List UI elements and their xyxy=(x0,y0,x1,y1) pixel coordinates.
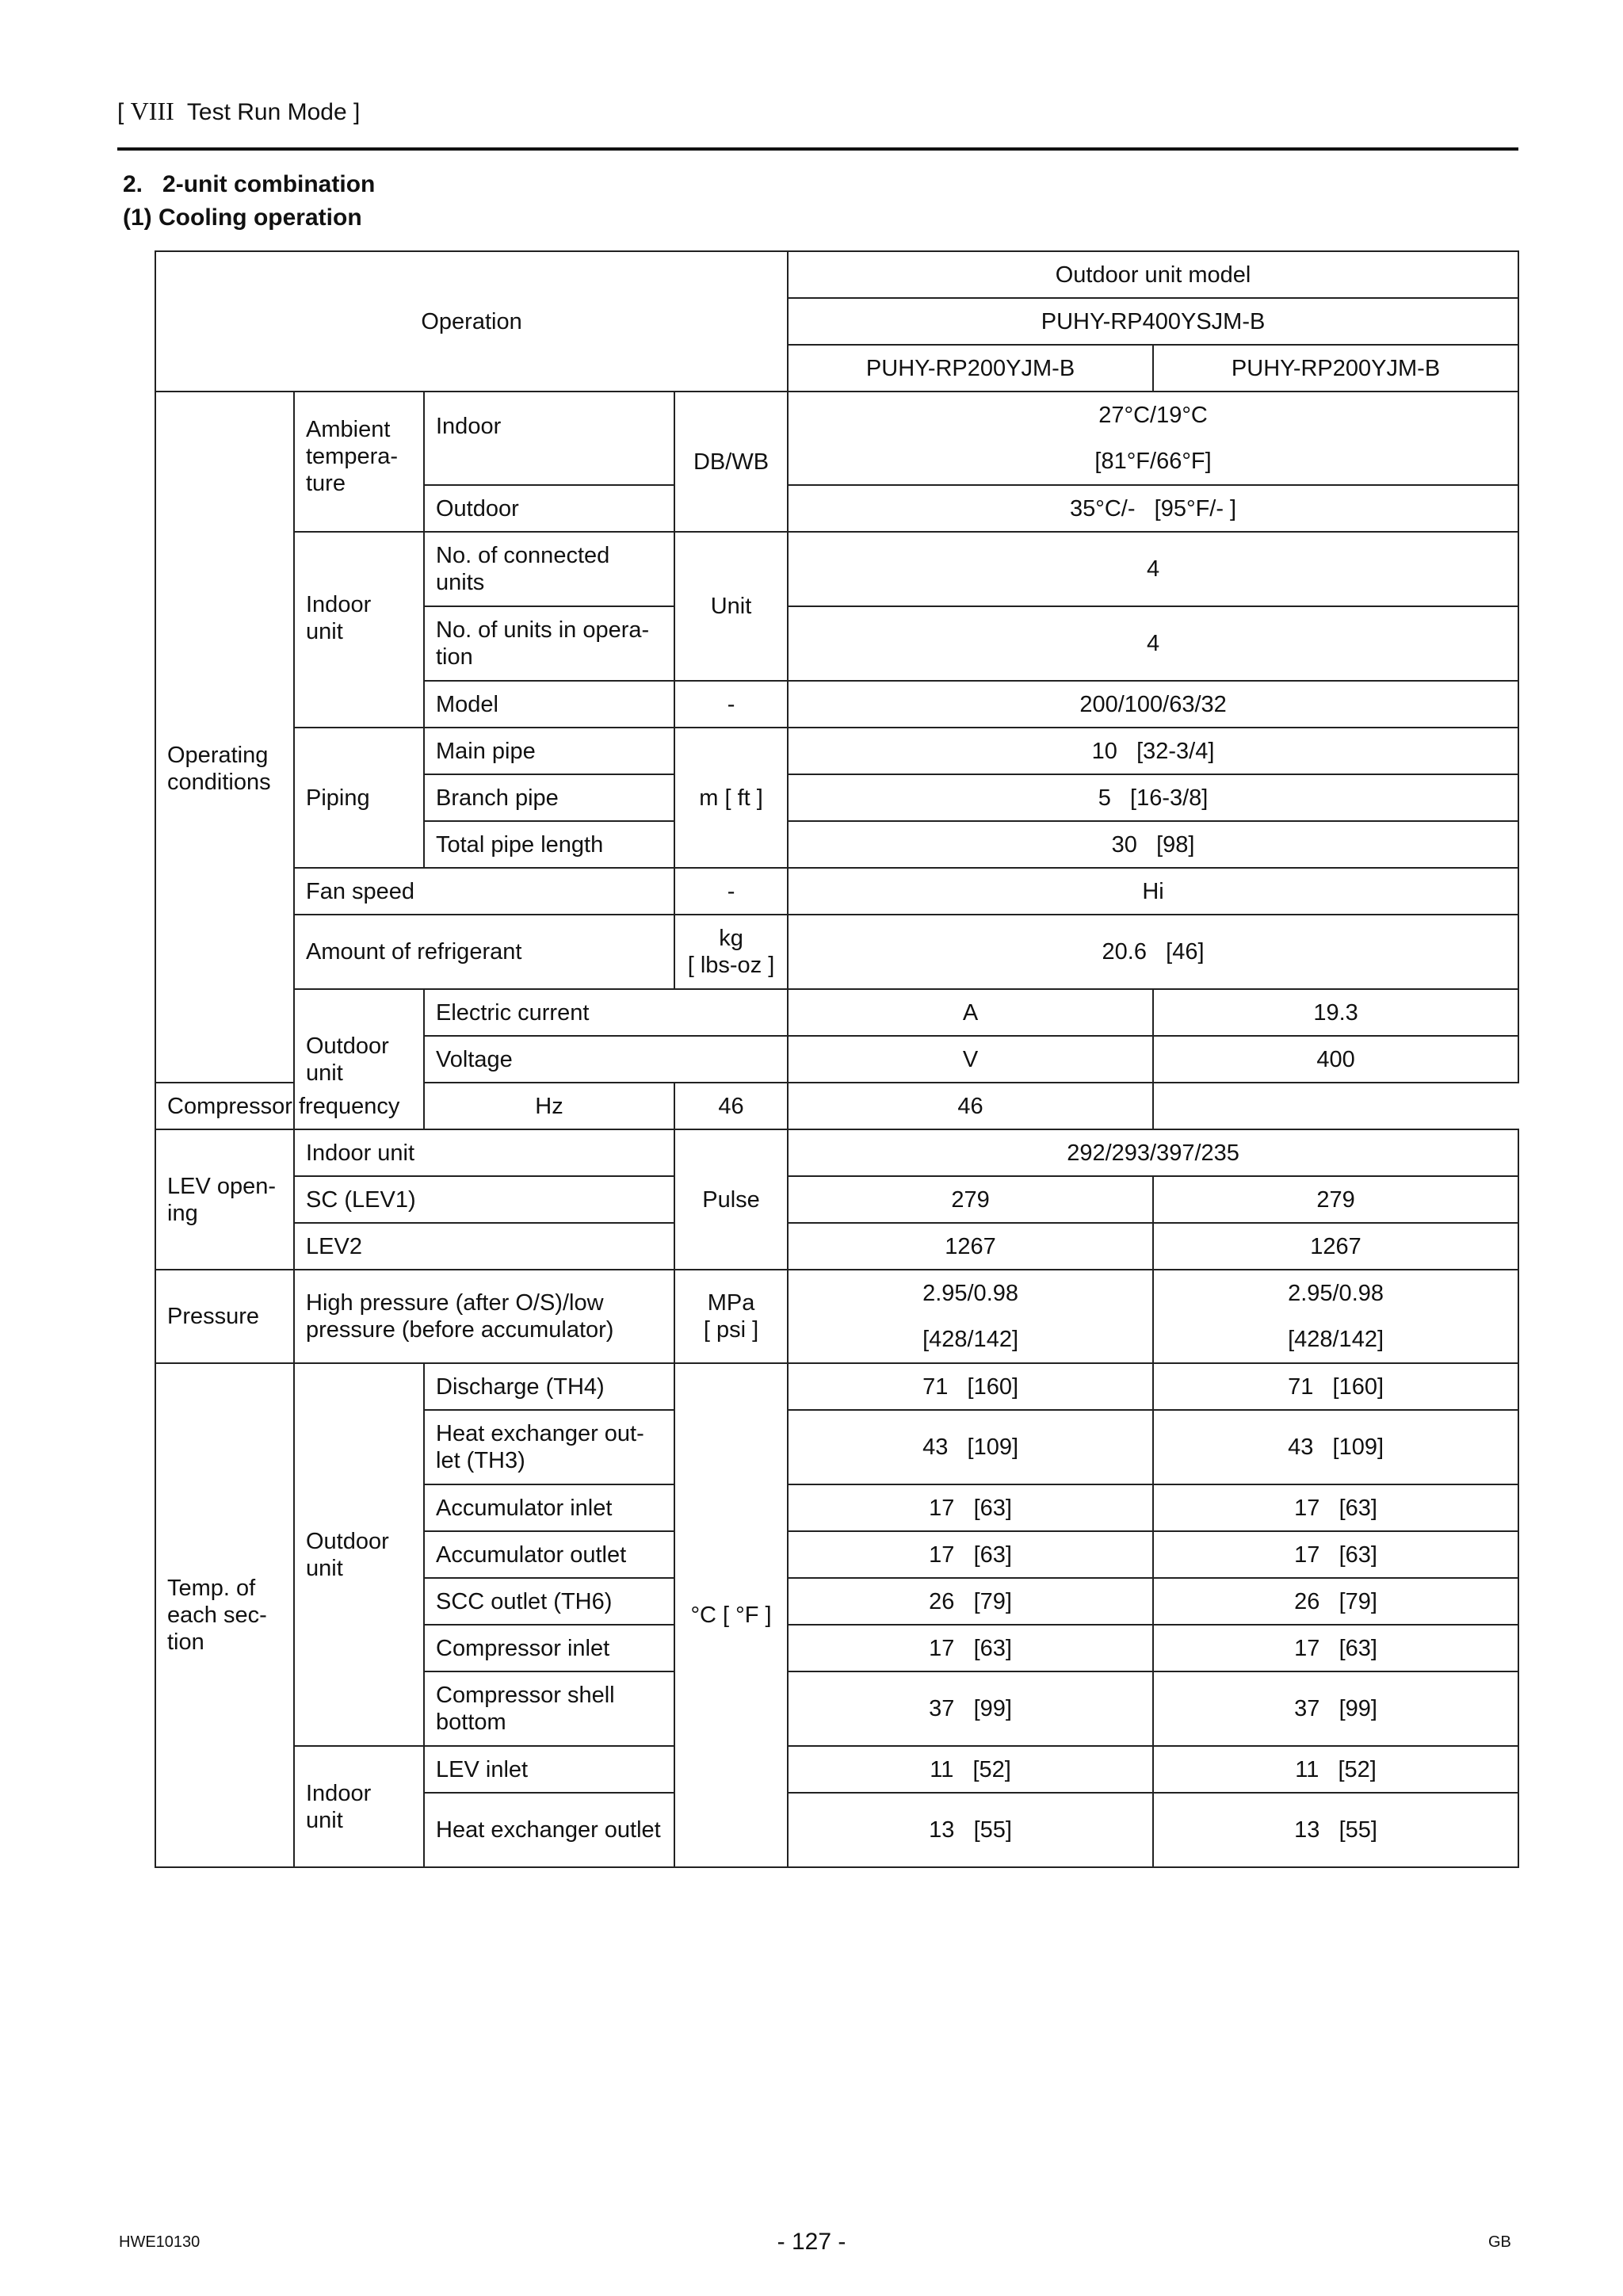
footer-page-number: - 127 - xyxy=(777,2229,846,2255)
sub-model-1: PUHY-RP200YJM-B xyxy=(788,345,1153,392)
row-in-operation-value: 4 xyxy=(788,606,1518,681)
group-indoor-unit: Indoor unit xyxy=(294,532,424,728)
row-discharge-value-2: 71 [160] xyxy=(1153,1363,1518,1410)
indoor-value-c: 27°C/19°C xyxy=(1098,403,1208,428)
pressure-value-1-mpa: 2.95/0.98 xyxy=(922,1281,1019,1306)
row-acc-inlet-value-2: 17 [63] xyxy=(1153,1484,1518,1531)
pressure-value-2-mpa: 2.95/0.98 xyxy=(1288,1281,1384,1306)
row-acc-outlet-label: Accumulator outlet xyxy=(424,1531,674,1578)
row-outdoor-label: Outdoor xyxy=(424,485,674,532)
row-model-value: 200/100/63/32 xyxy=(788,681,1518,728)
row-pressure-value-2 xyxy=(1153,1270,1518,1363)
unit-m-ft: m [ ft ] xyxy=(674,728,788,868)
row-indoor-label: Indoor xyxy=(424,392,674,485)
row-comp-shell-value-2: 37 [99] xyxy=(1153,1671,1518,1746)
row-comp-freq-value-2: 46 xyxy=(788,1083,1153,1129)
row-discharge-label: Discharge (TH4) xyxy=(424,1363,674,1410)
row-comp-inlet-label: Compressor inlet xyxy=(424,1625,674,1671)
group-temp-outdoor-unit: Outdoor unit xyxy=(294,1363,424,1746)
row-sc-lev1-value-2: 279 xyxy=(1153,1176,1518,1223)
operation-header: Operation xyxy=(155,251,788,392)
row-scc-outlet-label: SCC outlet (TH6) xyxy=(424,1578,674,1625)
chapter-roman: VIII xyxy=(130,97,174,125)
row-main-pipe-value: 10 [32-3/4] xyxy=(788,728,1518,774)
unit-refrigerant xyxy=(674,915,788,989)
row-current-value: 19.3 xyxy=(1153,989,1518,1036)
unit-fan-speed: - xyxy=(674,868,788,915)
page-header: [ VIII Test Run Mode ] xyxy=(117,97,361,125)
row-sc-lev1-label: SC (LEV1) xyxy=(294,1176,674,1223)
row-lev2-value-2: 1267 xyxy=(1153,1223,1518,1270)
row-hex-outlet-indoor-value-2: 13 [55] xyxy=(1153,1793,1518,1867)
row-lev-indoor-label: Indoor unit xyxy=(294,1129,674,1176)
row-acc-inlet-value-1: 17 [63] xyxy=(788,1484,1153,1531)
group-pressure: Pressure xyxy=(155,1270,294,1363)
row-sc-lev1-value-1: 279 xyxy=(788,1176,1153,1223)
row-acc-inlet-label: Accumulator inlet xyxy=(424,1484,674,1531)
unit-mpa-text: MPa xyxy=(707,1290,755,1316)
group-ambient: Ambient tempera- ture xyxy=(294,392,424,532)
chapter-title: Test Run Mode xyxy=(186,99,347,125)
footer-doc-id: HWE10130 xyxy=(119,2233,200,2251)
subsection-heading: (1) Cooling operation xyxy=(123,204,362,231)
unit-db-wb: DB/WB xyxy=(674,392,788,532)
row-connected-value: 4 xyxy=(788,532,1518,606)
row-pressure-label: High pressure (after O/S)/low pressure (before accumulator) xyxy=(294,1270,674,1363)
row-scc-outlet-value-2: 26 [79] xyxy=(1153,1578,1518,1625)
row-hex-outlet-indoor-label: Heat exchanger outlet xyxy=(424,1793,674,1867)
unit-pulse: Pulse xyxy=(674,1129,788,1270)
row-lev-inlet-value-2: 11 [52] xyxy=(1153,1746,1518,1793)
row-voltage-value: 400 xyxy=(1153,1036,1518,1083)
row-hex-outlet-value-2: 43 [109] xyxy=(1153,1410,1518,1484)
row-total-pipe-value: 30 [98] xyxy=(788,821,1518,868)
row-voltage-label: Voltage xyxy=(424,1036,788,1083)
row-comp-inlet-value-2: 17 [63] xyxy=(1153,1625,1518,1671)
outdoor-model-label: Outdoor unit model xyxy=(788,251,1518,298)
test-run-table xyxy=(155,250,1519,1868)
row-hex-outlet-indoor-value-1: 13 [55] xyxy=(788,1793,1153,1867)
row-lev2-label: LEV2 xyxy=(294,1223,674,1270)
row-lev2-value-1: 1267 xyxy=(788,1223,1153,1270)
row-branch-pipe-label: Branch pipe xyxy=(424,774,674,821)
row-main-pipe-label: Main pipe xyxy=(424,728,674,774)
footer-region: GB xyxy=(1488,2233,1511,2251)
row-fan-speed-value: Hi xyxy=(788,868,1518,915)
unit-model: - xyxy=(674,681,788,728)
unit-mpa xyxy=(674,1270,788,1363)
unit-lbs-oz: [ lbs-oz ] xyxy=(687,953,775,978)
group-lev-opening: LEV open- ing xyxy=(155,1129,294,1270)
row-hex-outlet-value-1: 43 [109] xyxy=(788,1410,1153,1484)
row-comp-shell-label: Compressor shell bottom xyxy=(424,1671,674,1746)
row-lev-inlet-label: LEV inlet xyxy=(424,1746,674,1793)
row-current-label: Electric current xyxy=(424,989,788,1036)
sub-model-2: PUHY-RP200YJM-B xyxy=(1153,345,1518,392)
row-lev-inlet-value-1: 11 [52] xyxy=(788,1746,1153,1793)
row-lev-indoor-value: 292/293/397/235 xyxy=(788,1129,1518,1176)
row-outdoor-value: 35°C/- [95°F/- ] xyxy=(788,485,1518,532)
row-comp-freq-value-1: 46 xyxy=(674,1083,788,1129)
row-refrigerant-value: 20.6 [46] xyxy=(788,915,1518,989)
row-pressure-value-1 xyxy=(788,1270,1153,1363)
row-indoor-value xyxy=(788,392,1518,485)
row-refrigerant-label: Amount of refrigerant xyxy=(294,915,674,989)
row-in-operation-label: No. of units in opera- tion xyxy=(424,606,674,681)
row-fan-speed-label: Fan speed xyxy=(294,868,674,915)
row-hex-outlet-label: Heat exchanger out- let (TH3) xyxy=(424,1410,674,1484)
row-acc-outlet-value-1: 17 [63] xyxy=(788,1531,1153,1578)
indoor-value-f: [81°F/66°F] xyxy=(1094,449,1212,474)
unit-psi-text: [ psi ] xyxy=(703,1317,759,1343)
unit-temp: °C [ °F ] xyxy=(674,1363,788,1867)
row-discharge-value-1: 71 [160] xyxy=(788,1363,1153,1410)
row-connected-label: No. of connected units xyxy=(424,532,674,606)
group-outdoor-unit: Outdoor unit xyxy=(294,989,424,1129)
header-rule xyxy=(117,147,1518,151)
unit-unit: Unit xyxy=(674,532,788,681)
group-temp-indoor-unit: Indoor unit xyxy=(294,1746,424,1867)
row-comp-inlet-value-1: 17 [63] xyxy=(788,1625,1153,1671)
row-scc-outlet-value-1: 26 [79] xyxy=(788,1578,1153,1625)
unit-hz: Hz xyxy=(424,1083,674,1129)
pressure-value-2-psi: [428/142] xyxy=(1288,1327,1384,1352)
pressure-value-1-psi: [428/142] xyxy=(922,1327,1019,1352)
unit-v: V xyxy=(788,1036,1153,1083)
unit-kg: kg xyxy=(719,926,743,951)
row-comp-freq-label: Compressor frequency xyxy=(155,1083,424,1129)
outdoor-model: PUHY-RP400YSJM-B xyxy=(788,298,1518,345)
row-branch-pipe-value: 5 [16-3/8] xyxy=(788,774,1518,821)
row-comp-shell-value-1: 37 [99] xyxy=(788,1671,1153,1746)
row-total-pipe-label: Total pipe length xyxy=(424,821,674,868)
row-acc-outlet-value-2: 17 [63] xyxy=(1153,1531,1518,1578)
section-heading: 2. 2-unit combination xyxy=(123,171,376,197)
group-operating-conditions: Operating conditions xyxy=(155,392,294,1083)
group-temp-each-section: Temp. of each sec- tion xyxy=(155,1363,294,1867)
row-model-label: Model xyxy=(424,681,674,728)
unit-a: A xyxy=(788,989,1153,1036)
group-piping: Piping xyxy=(294,728,424,868)
